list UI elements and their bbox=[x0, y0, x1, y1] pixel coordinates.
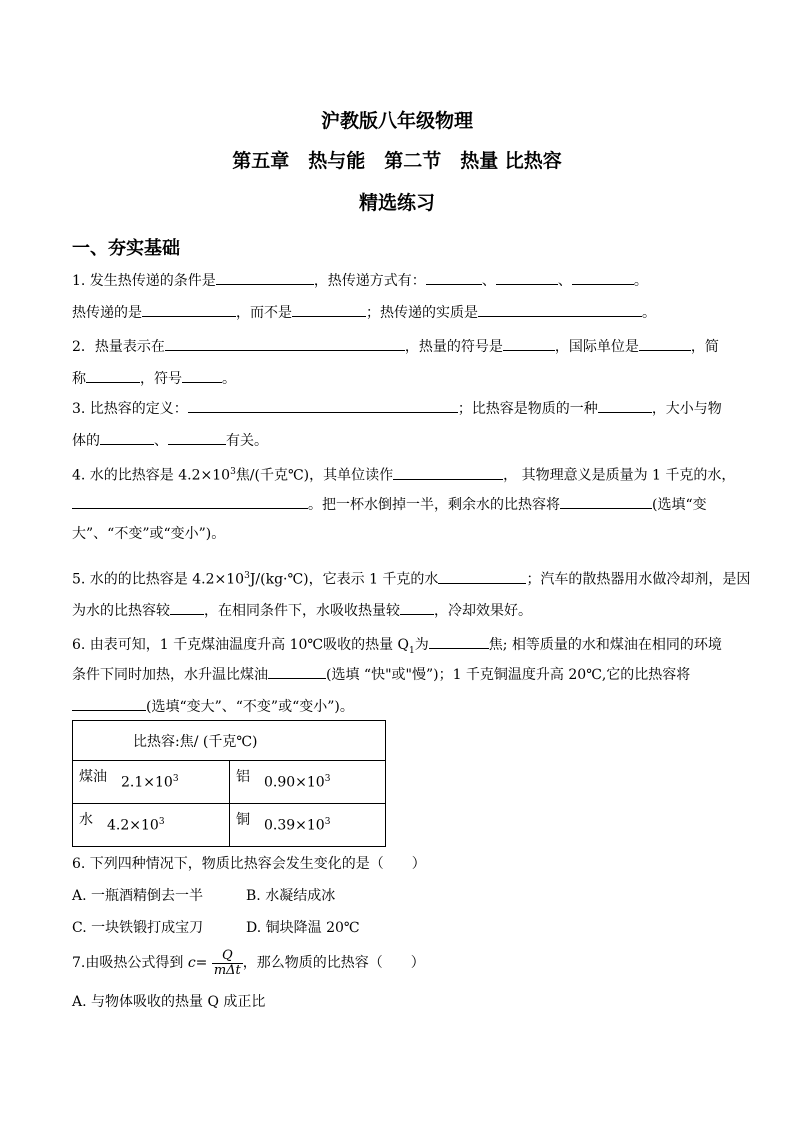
question-8-stem: 7.由吸热公式得到 c= $\frac{Q}{\text{mΔt}}$ ，那么物质的比热容（ ） bbox=[72, 947, 425, 978]
answer-blank[interactable] bbox=[478, 302, 642, 317]
question-6-line-1: 6. 由表可知，1 千克煤油温度升高 10℃吸收的热量 $Q_1$为 焦; 相等质量的水和煤油在相同的环境 bbox=[72, 634, 722, 661]
question-4-line-3: 大”、“不变”或“变小”)。 bbox=[72, 526, 226, 542]
question-5-line-2: 为水的比热容较 ，在相同条件下，水吸收热量较 ，冷却效果好。 bbox=[72, 600, 532, 621]
question-6-line-2: 条件下同时加热，水升温比煤油 (选填 “快"或"慢”)；1 千克铜温度升高 20℃,它的比热容将 bbox=[72, 664, 690, 685]
answer-blank[interactable] bbox=[142, 302, 236, 317]
option-d[interactable]: D. 铜块降温 20℃ bbox=[246, 920, 360, 936]
heat-value: $0.39\times 10^3$ bbox=[264, 816, 331, 834]
question-4-line-2: 。把一杯水倒掉一半，剩余水的比热容将 (选填“变 bbox=[72, 494, 707, 515]
answer-blank[interactable] bbox=[188, 398, 458, 413]
answer-blank[interactable] bbox=[216, 270, 314, 285]
answer-blank[interactable] bbox=[429, 634, 489, 649]
table-cell bbox=[230, 804, 386, 847]
heat-value: $0.90\times 10^3$ bbox=[264, 773, 331, 791]
table-cell bbox=[73, 804, 230, 847]
question-1-line-2: 热传递的是 ，而不是 ；热传递的实质是 。 bbox=[72, 302, 656, 323]
answer-blank[interactable] bbox=[572, 270, 634, 285]
question-7-options-row-2 bbox=[72, 918, 360, 938]
answer-blank[interactable] bbox=[639, 336, 691, 351]
question-6-line-3: (选填“变大”、“不变”或“变小”)。 bbox=[72, 696, 354, 717]
question-1-line-1: 1. 发生热传递的条件是 ，热传递方式有： 、 、 。 bbox=[72, 270, 648, 291]
table-cell bbox=[230, 761, 386, 804]
heat-value: $2.1\times 10^3$ bbox=[121, 773, 179, 791]
section-heading: 一、夯实基础 bbox=[72, 238, 180, 259]
option-a[interactable]: A. 一瓶酒精倒去一半 bbox=[72, 888, 204, 904]
chapter-title: 第五章 热与能 第二节 热量 比热容 bbox=[232, 150, 562, 172]
answer-blank[interactable] bbox=[170, 600, 204, 615]
substance-name: 铝 bbox=[236, 769, 250, 785]
option-b[interactable]: B. 水凝结成冰 bbox=[246, 888, 336, 904]
answer-blank[interactable] bbox=[560, 494, 652, 509]
doc-subtitle: 精选练习 bbox=[358, 192, 435, 214]
substance-name: 铜 bbox=[236, 812, 250, 828]
answer-blank[interactable] bbox=[438, 569, 526, 584]
specific-heat-table bbox=[72, 720, 386, 847]
answer-blank[interactable] bbox=[393, 465, 503, 480]
question-7-stem: 6. 下列四种情况下，物质比热容会发生变化的是（ ） bbox=[72, 856, 426, 872]
question-2-line-2: 称 ，符号 。 bbox=[72, 368, 236, 389]
answer-blank[interactable] bbox=[268, 664, 326, 679]
answer-blank[interactable] bbox=[400, 600, 434, 615]
table-header-row bbox=[73, 721, 386, 761]
formula-fraction: $\frac{Q}{\text{mΔt}}$ bbox=[213, 947, 241, 978]
question-3-line-1: 3. 比热容的定义： ；比热容是物质的一种 ，大小与物 bbox=[72, 398, 722, 419]
answer-blank[interactable] bbox=[165, 336, 405, 351]
table-header: 比热容:焦/ (千克℃) bbox=[73, 721, 386, 761]
answer-blank[interactable] bbox=[168, 430, 226, 445]
question-8-option-a[interactable]: A. 与物体吸收的热量 Q 成正比 bbox=[72, 994, 266, 1010]
question-4-line-1: 4. 水的比热容是 $4.2\times 10^3$焦/(千克℃)，其单位读作 ， 其物理意义是质量为 1 千克的水， bbox=[72, 462, 735, 486]
question-3-line-2: 体的 、 有关。 bbox=[72, 430, 268, 451]
answer-blank[interactable] bbox=[72, 696, 146, 711]
answer-blank[interactable] bbox=[426, 270, 482, 285]
substance-name: 煤油 bbox=[79, 769, 107, 785]
table-cell bbox=[73, 761, 230, 804]
answer-blank[interactable] bbox=[598, 398, 652, 413]
answer-blank[interactable] bbox=[86, 368, 140, 383]
doc-title: 沪教版八年级物理 bbox=[320, 110, 473, 132]
answer-blank[interactable] bbox=[182, 368, 222, 383]
answer-blank[interactable] bbox=[100, 430, 154, 445]
formula-var: c bbox=[187, 955, 196, 971]
answer-blank[interactable] bbox=[292, 302, 366, 317]
heat-value: $4.2\times 10^3$ bbox=[107, 816, 165, 834]
question-2-line-1: 2．热量表示在 ，热量的符号是 ，国际单位是 ，简 bbox=[72, 336, 719, 357]
substance-name: 水 bbox=[79, 812, 93, 828]
answer-blank[interactable] bbox=[496, 270, 558, 285]
option-c[interactable]: C. 一块铁锻打成宝刀 bbox=[72, 920, 204, 936]
answer-blank[interactable] bbox=[503, 336, 555, 351]
question-5-line-1: 5. 水的的比热容是 $4.2\times 10^3J/(kg\cdot℃)$，它表示 1 千克的水 ；汽车的散热器用水做冷却剂，是因 bbox=[72, 566, 750, 590]
question-7-options-row-1 bbox=[72, 886, 335, 906]
table-row bbox=[73, 761, 386, 804]
answer-blank[interactable] bbox=[72, 494, 308, 509]
table-row bbox=[73, 804, 386, 847]
